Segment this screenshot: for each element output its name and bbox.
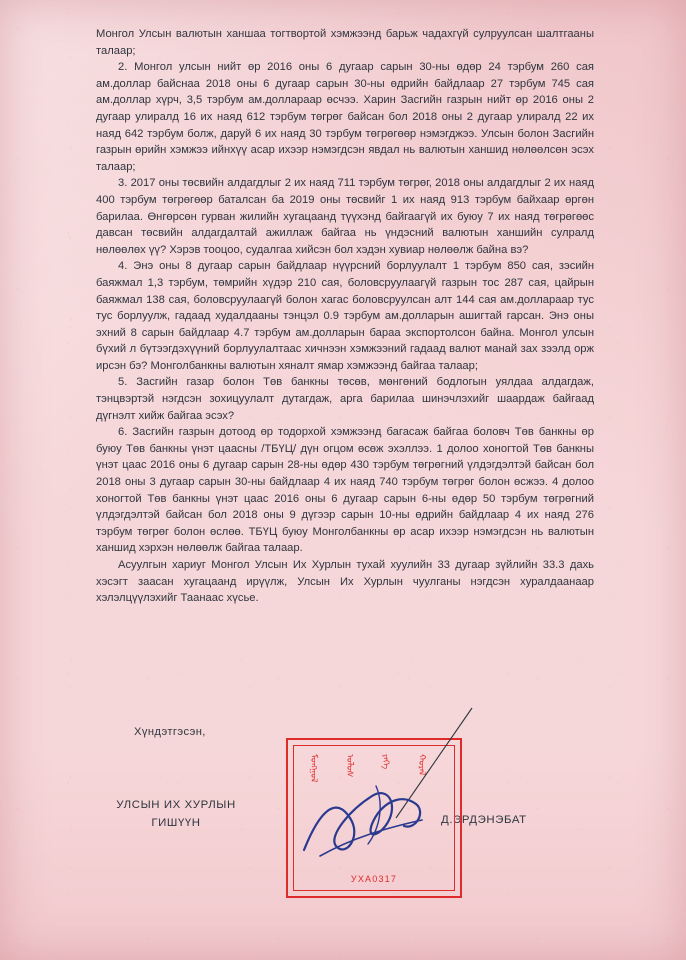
paragraph-2: 2. Монгол улсын нийт өр 2016 оны 6 дугаар сарын 30-ны өдөр 24 тэрбум 260 сая ам.доллар байснаа 2018 оны 6 дугаар сарын 30-ны өдрийн байдлаар 27 тэрбум 745 сая ам.доллар хүрч, 3,5 тэрбум ам.доллараар өсчээ. Харин Засгийн газрын нийт өр 2016 оны 2 дугаар улиралд 16 их наяд 612 тэрбум төгрөг байсан бол 2018 оны 2 дугаар улиралд 22 их наяд 642 тэрбум болж, даруй 6 их наяд 30 тэрбум төгрөгөөр нэмэгджээ. Улсын болон Засгийн газрын өрийн хэмжээ ийнхүү асар ихээр нэмэгдсэн явдал нь валютын ханшид нөлөөлсөн эсэх талаар;: [96, 61, 594, 173]
stamp-code: УХА0317: [350, 874, 398, 884]
stamp-glyph-column-4: ᠬᠤᠷᠠᠯ: [417, 754, 427, 776]
stamp-glyph-column-1: ᠮᠣᠩᠭᠣᠯ: [309, 754, 319, 783]
paragraph-4: 4. Энэ оны 8 дугаар сарын байдлаар нүүрсний борлуулалт 1 тэрбум 850 сая, зэсийн баяжмал 1,3 тэрбум, төмрийн хүдэр 210 сая, боловсруулаагүй газрын тос 287 сая, цайрын баяжмал 138 сая, боловсруулаагүй болон хагас боловсруулсан алт 144 сая ам.доллараар тус тус борлуулж, гадаад худалдааны тэнцэл 0.9 тэрбум ам.долларын ашигтай гарсан. Энэ оны эхний 8 сарын байдлаар 4.7 тэрбум ам.долларын бараа экспортолсон байна. Монгол улсын бүхий л бүтээгдэхүүний борлуулалтаас хичнээн хэмжээний гадаад валют манай зах зээлд орж ирсэн бэ? Монголбанкны валютын хяналт ямар хэмжээнд байгаа талаар;: [96, 260, 594, 372]
paragraph-intro: Монгол Улсын валютын ханшаа тогтвортой хэмжээнд барьж чадахгүй сулруулсан шалтгааны талаар;: [96, 28, 594, 57]
paragraph-6: 6. Засгийн газрын дотоод өр тодорхой хэмжээнд багасаж байгаа боловч Төв банкны өр буюу Төв банкны үнэт цаасны /ТБҮЦ/ дүн огцом өсөж эхэллээ. 1 долоо хоногтой Төв банкны үнэт цаас 2016 оны 6 дугаар сарын 28-ны өдөр 430 тэрбум төгрөгний үлдэгдэлтэй байсан бол 2018 оны 3 дугаар сарын 30-ны байдлаар 4 их наяд 740 тэрбум төгрөг болон өсжээ. 4 долоо хоногтой Төв банкны үнэт цаас 2016 оны 6 дугаар сарын 6-ны өдөр 50 тэрбум төгрөгний үлдэгдэлтэй байсан бол 2018 оны 9 дүгээр сарын 10-ны өдрийн байдлаар 4 их наяд 276 тэрбум төгрөг болон өслөө. ТБҮЦ буюу Монголбанкны өр асар ихээр нэмэгдсэн нь валютын ханшид хэрхэн нөлөөлж байгаа талаар.: [96, 426, 594, 555]
stamp-script-glyphs: [302, 754, 446, 860]
stamp-glyph-column-2: ᠤᠯᠤᠰ: [345, 754, 355, 778]
paragraph-closing: Асуулгын хариуг Монгол Улсын Их Хурлын тухай хуулийн 33 дугаар зүйлийн 33.3 дахь хэсэгт заасан хугацаанд ирүүлж, Улсын Их Хурлын чуулганы нэгдсэн хуралдаанаар хэлэлцүүлэхийг Таанаас хүсье.: [96, 559, 594, 605]
paragraph-3: 3. 2017 оны төсвийн алдагдлыг 2 их наяд 711 тэрбум төгрөг, 2018 оны алдагдлыг 2 их наяд 400 тэрбум төгрөгөөр баталсан ба 2019 оны төсвийг 1 их наяд 913 тэрбум байхаар өргөн барилаа. Өнгөрсөн гурван жилийн хугацаанд түүхэнд байгаагүй их буюу 7 их наяд төгрөгөөс давсан төсвийн алдагдалтай ажиллаж байгаа нь үндэсний валютын ханшийн сулралд нөлөөлөх үү? Хэрэв тооцоо, судалгаа хийсэн бол хэдэн хувиар нөлөөлж байна вэ?: [96, 177, 594, 256]
official-stamp: [286, 738, 462, 898]
signature-block: [96, 726, 594, 738]
document-body: [96, 26, 594, 607]
stamp-glyph-column-3: ᠶᠡᠬᠡ: [381, 754, 391, 770]
paragraph-5: 5. Засгийн газар болон Төв банкны төсөв, мөнгөний бодлогын уялдаа алдагдаж, тэнцвэртэй нэгдсэн зохицуулалт дутагдаж, арга барилаа шинэчлэхийг шаардаж байгаад дүгнэлт хийж байгаа эсэх?: [96, 376, 594, 422]
closing-salutation: Хүндэтгэсэн,: [134, 726, 206, 738]
signer-name: Д.ЭРДЭНЭБАТ: [441, 814, 527, 826]
signer-title: УЛСЫН ИХ ХУРЛЫН ГИШҮҮН: [116, 799, 236, 829]
